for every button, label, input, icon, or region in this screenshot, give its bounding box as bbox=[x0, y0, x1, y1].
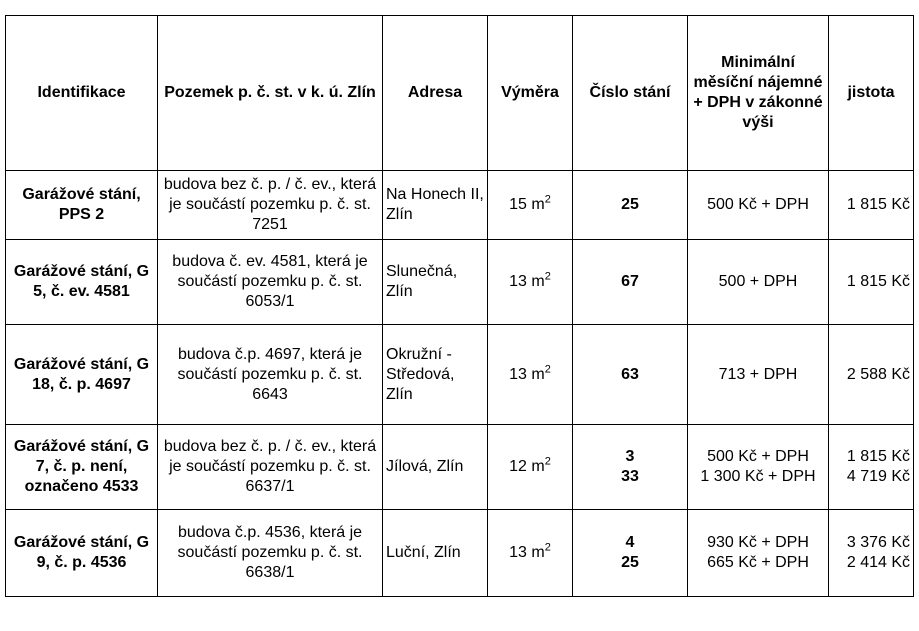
cislo-stani-cell: 25 bbox=[573, 171, 688, 240]
jistota-cell: 1 815 Kč bbox=[829, 171, 914, 240]
vymera-cell: 15 $m^2$ bbox=[488, 171, 573, 240]
header-cislo-stani: Číslo stání bbox=[573, 16, 688, 171]
header-adresa: Adresa bbox=[383, 16, 488, 171]
garage-table bbox=[5, 15, 914, 597]
table-row bbox=[6, 240, 914, 325]
cislo-stani-cell: 4 25 bbox=[573, 510, 688, 597]
jistota-cell: 1 815 Kč 4 719 Kč bbox=[829, 425, 914, 510]
adresa-cell: Slunečná, Zlín bbox=[383, 240, 488, 325]
pozemek-cell: budova bez č. p. / č. ev., která je součástí pozemku p. č. st. 7251 bbox=[158, 171, 383, 240]
header-jistota: jistota bbox=[829, 16, 914, 171]
identifikace-cell: Garážové stání, PPS 2 bbox=[6, 171, 158, 240]
header-vymera: Výměra bbox=[488, 16, 573, 171]
vymera-cell: 13 $m^2$ bbox=[488, 510, 573, 597]
najemne-cell: 500 + DPH bbox=[688, 240, 829, 325]
table-row bbox=[6, 325, 914, 425]
najemne-cell: 930 Kč + DPH 665 Kč + DPH bbox=[688, 510, 829, 597]
vymera-cell: 13 $m^2$ bbox=[488, 240, 573, 325]
table-row bbox=[6, 425, 914, 510]
identifikace-cell: Garážové stání, G 5, č. ev. 4581 bbox=[6, 240, 158, 325]
pozemek-cell: budova č.p. 4536, která je součástí pozemku p. č. st. 6638/1 bbox=[158, 510, 383, 597]
adresa-cell: Okružní - Středová, Zlín bbox=[383, 325, 488, 425]
jistota-cell: 3 376 Kč 2 414 Kč bbox=[829, 510, 914, 597]
adresa-cell: Luční, Zlín bbox=[383, 510, 488, 597]
header-row bbox=[6, 16, 914, 171]
adresa-cell: Na Honech II, Zlín bbox=[383, 171, 488, 240]
pozemek-cell: budova č. ev. 4581, která je součástí pozemku p. č. st. 6053/1 bbox=[158, 240, 383, 325]
header-najemne: Minimální měsíční nájemné + DPH v zákonné výši bbox=[688, 16, 829, 171]
najemne-cell: 500 Kč + DPH 1 300 Kč + DPH bbox=[688, 425, 829, 510]
vymera-cell: 13 $m^2$ bbox=[488, 325, 573, 425]
adresa-cell: Jílová, Zlín bbox=[383, 425, 488, 510]
header-pozemek: Pozemek p. č. st. v k. ú. Zlín bbox=[158, 16, 383, 171]
cislo-stani-cell: 63 bbox=[573, 325, 688, 425]
table-row bbox=[6, 510, 914, 597]
cislo-stani-cell: 3 33 bbox=[573, 425, 688, 510]
identifikace-cell: Garážové stání, G 9, č. p. 4536 bbox=[6, 510, 158, 597]
jistota-cell: 1 815 Kč bbox=[829, 240, 914, 325]
pozemek-cell: budova bez č. p. / č. ev., která je součástí pozemku p. č. st. 6637/1 bbox=[158, 425, 383, 510]
jistota-cell: 2 588 Kč bbox=[829, 325, 914, 425]
cislo-stani-cell: 67 bbox=[573, 240, 688, 325]
vymera-cell: 12 $m^2$ bbox=[488, 425, 573, 510]
identifikace-cell: Garážové stání, G 7, č. p. není, označeno 4533 bbox=[6, 425, 158, 510]
pozemek-cell: budova č.p. 4697, která je součástí pozemku p. č. st. 6643 bbox=[158, 325, 383, 425]
identifikace-cell: Garážové stání, G 18, č. p. 4697 bbox=[6, 325, 158, 425]
table-row bbox=[6, 171, 914, 240]
najemne-cell: 500 Kč + DPH bbox=[688, 171, 829, 240]
najemne-cell: 713 + DPH bbox=[688, 325, 829, 425]
header-identifikace: Identifikace bbox=[6, 16, 158, 171]
